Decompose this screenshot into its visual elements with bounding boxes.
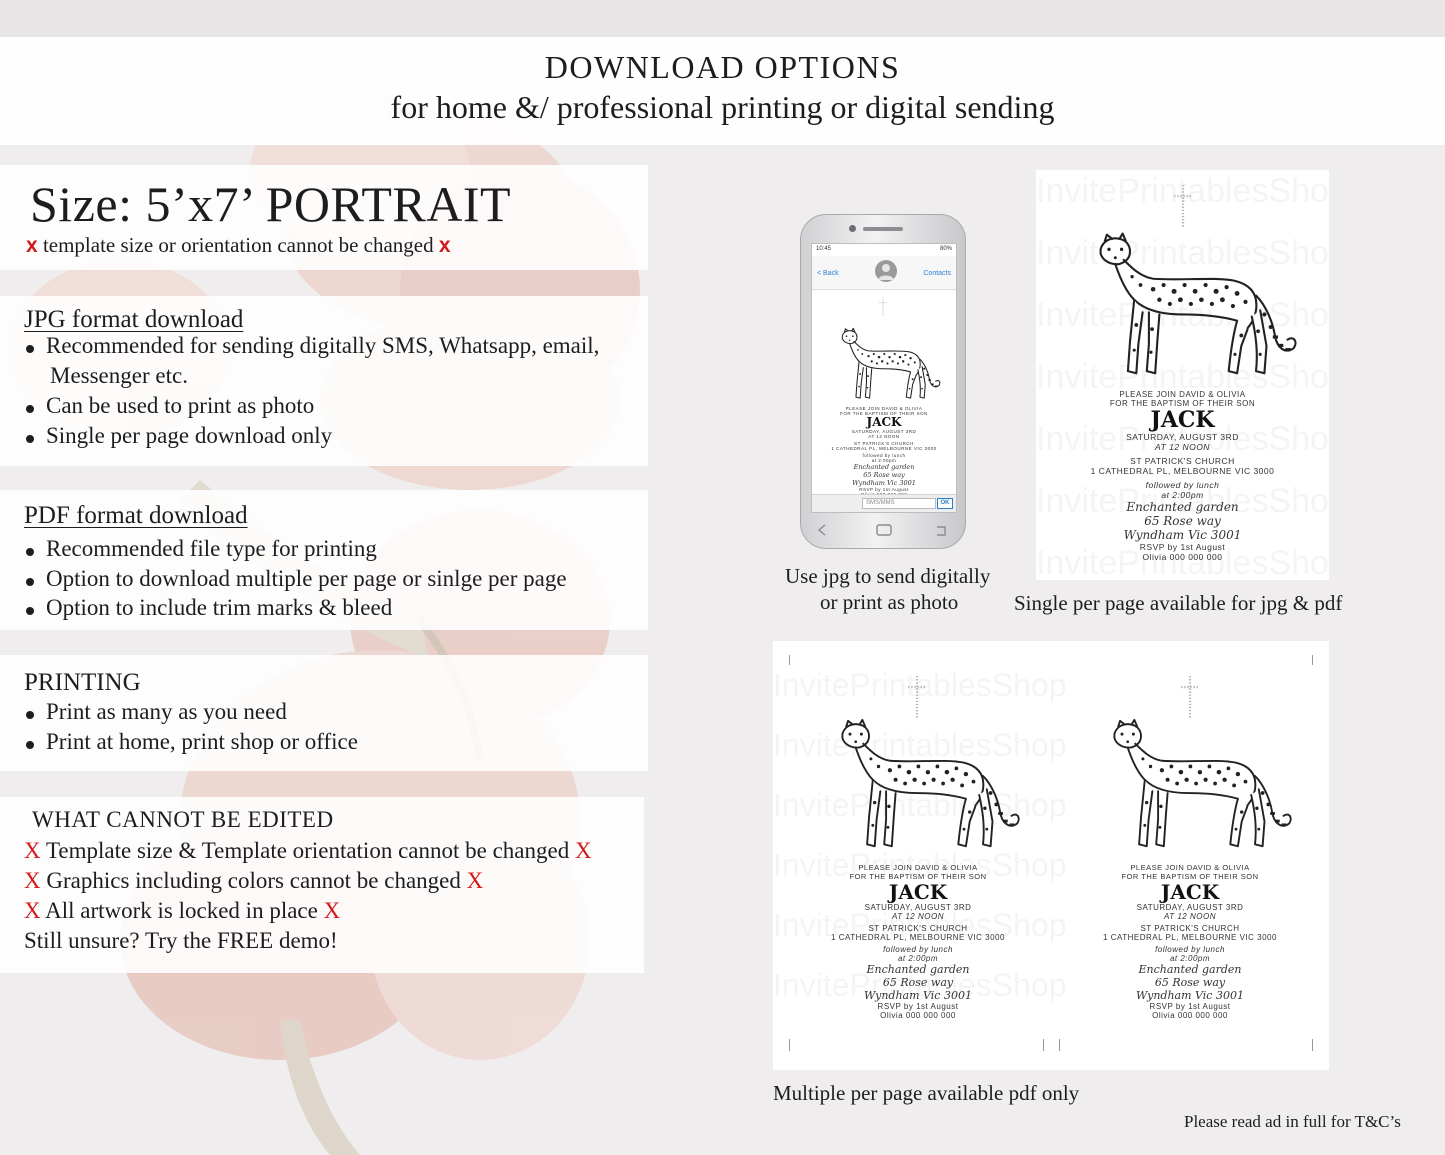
phone-mockup [800,214,966,549]
cross-icon [1172,184,1194,228]
size-note-text: template size or orientation cannot be changed [42,233,434,257]
header-banner [0,37,1445,145]
multi-caption: Multiple per page available pdf only [773,1081,1080,1105]
x-mark-icon: x [26,234,38,257]
printing-item: Print at home, print shop or office [46,729,358,754]
avatar-icon [875,260,897,282]
message-input[interactable]: SMS/MMS [862,498,936,509]
send-ok-button[interactable]: OK [937,498,953,509]
single-invitation-text: PLEASE JOIN DAVID & OLIVIA FOR THE BAPTISM OF THEIR SON JACK SATURDAY, AUGUST 3RD AT 12 NOON ST PATRICK'S CHURCH 1 CATHEDRAL PL, MELBOURNE VIC 3000 followed by lunch at 2:00pm Enchanted garden 65 Rose way Wyndham Vic 3001 RSVP by 1st August Olivia 000 000 000 [1090,390,1275,562]
single-caption: Single per page available for jpg & pdf [1014,591,1343,615]
jpg-item: Messenger etc. [50,363,188,388]
multi-invitation-sheet [773,641,1329,1070]
cannot-edit-item: X Template size & Template orientation cannot be changed X [24,838,592,863]
jpg-item: Can be used to print as photo [46,393,315,418]
pdf-panel [0,490,648,630]
x-mark-icon: X [24,838,41,863]
phone-screen [811,243,957,513]
page-subtitle: for home &/ professional printing or digital sending [390,89,1055,125]
bullet-icon [26,345,34,353]
bullet-icon [26,405,34,413]
size-title: Size: 5’x7’ PORTRAIT [30,176,512,232]
cheetah-illustration [831,713,1021,856]
pdf-item: Option to download multiple per page or sinlge per page [46,566,567,591]
top-border [0,0,1445,37]
x-mark-icon: X [323,898,341,923]
cheetah-illustration [836,324,941,404]
terms-note: Please read ad in full for T&C’s [1184,1112,1401,1131]
phone-invitation-text: PLEASE JOIN DAVID & OLIVIA FOR THE BAPTISM OF THEIR SON JACK SATURDAY, AUGUST 3RD AT 12 NOON ST PATRICK'S CHURCH 1 CATHEDRAL PL, MELBOURNE VIC 3000 followed by lunch at 2:00pm Enchanted garden 65 Rose way Wyndham Vic 3001 RSVP by 1st August [831,406,937,492]
bullet-icon [26,435,34,443]
back-button[interactable]: < Back [817,270,839,277]
jpg-panel [0,296,648,466]
cross-icon [878,297,888,317]
single-invitation-card [1036,170,1329,580]
speaker-icon [863,227,903,231]
x-mark-icon: X [466,868,484,893]
cheetah-illustration [1088,226,1298,384]
jpg-item: Recommended for sending digitally SMS, Whatsapp, email, [46,333,600,358]
multi-invitation-text-left: PLEASE JOIN DAVID & OLIVIA FOR THE BAPTISM OF THEIR SON JACK SATURDAY, AUGUST 3RD AT 12 NOON ST PATRICK'S CHURCH 1 CATHEDRAL PL, MELBOURNE VIC 3000 followed by lunch at 2:00pm Enchanted garden 65 Rose way Wyndham Vic 3001 RSVP by 1st August Olivia 000 000 000 [831,863,1005,1020]
x-mark-icon: x [438,234,451,257]
cannot-edit-item: X All artwork is locked in place X [24,898,341,923]
printing-title: PRINTING [24,669,141,696]
multi-invitation-text-right: PLEASE JOIN DAVID & OLIVIA FOR THE BAPTISM OF THEIR SON JACK SATURDAY, AUGUST 3RD AT 12 NOON ST PATRICK'S CHURCH 1 CATHEDRAL PL, MELBOURNE VIC 3000 followed by lunch at 2:00pm Enchanted garden 65 Rose way Wyndham Vic 3001 RSVP by 1st August Olivia 000 000 000 [1103,863,1277,1020]
bullet-icon [26,741,34,749]
printing-item: Print as many as you need [46,699,287,724]
bullet-icon [26,607,34,615]
bullet-icon [26,548,34,556]
pdf-title: PDF format download [24,502,248,529]
x-mark-icon: X [574,838,592,863]
cannot-edit-panel [0,797,644,973]
cannot-edit-item: X Graphics including colors cannot be changed X [24,868,484,893]
printing-panel [0,655,648,771]
phone-nav-buttons [811,519,957,541]
camera-icon [849,225,856,232]
status-bar: 10:45 80% [816,246,952,252]
bullet-icon [26,578,34,586]
cannot-edit-title: WHAT CANNOT BE EDITED [32,807,334,832]
page-title: DOWNLOAD OPTIONS [544,49,901,85]
phone-caption: Use jpg to send digitally [785,564,991,588]
x-mark-icon: X [24,868,41,893]
size-note [26,233,451,258]
demo-note: Still unsure? Try the FREE demo! [24,928,338,953]
jpg-title: JPG format download [24,306,244,333]
pdf-item: Option to include trim marks & bleed [46,595,393,620]
message-input-row [812,494,956,512]
pdf-item: Recommended file type for printing [46,536,377,561]
message-nav [812,256,956,290]
bullet-icon [26,711,34,719]
x-mark-icon: X [24,898,41,923]
contacts-button[interactable]: Contacts [923,270,951,277]
jpg-item: Single per page download only [46,423,333,448]
cheetah-illustration [1103,713,1293,856]
size-panel [0,165,648,270]
phone-caption: or print as photo [820,590,959,614]
